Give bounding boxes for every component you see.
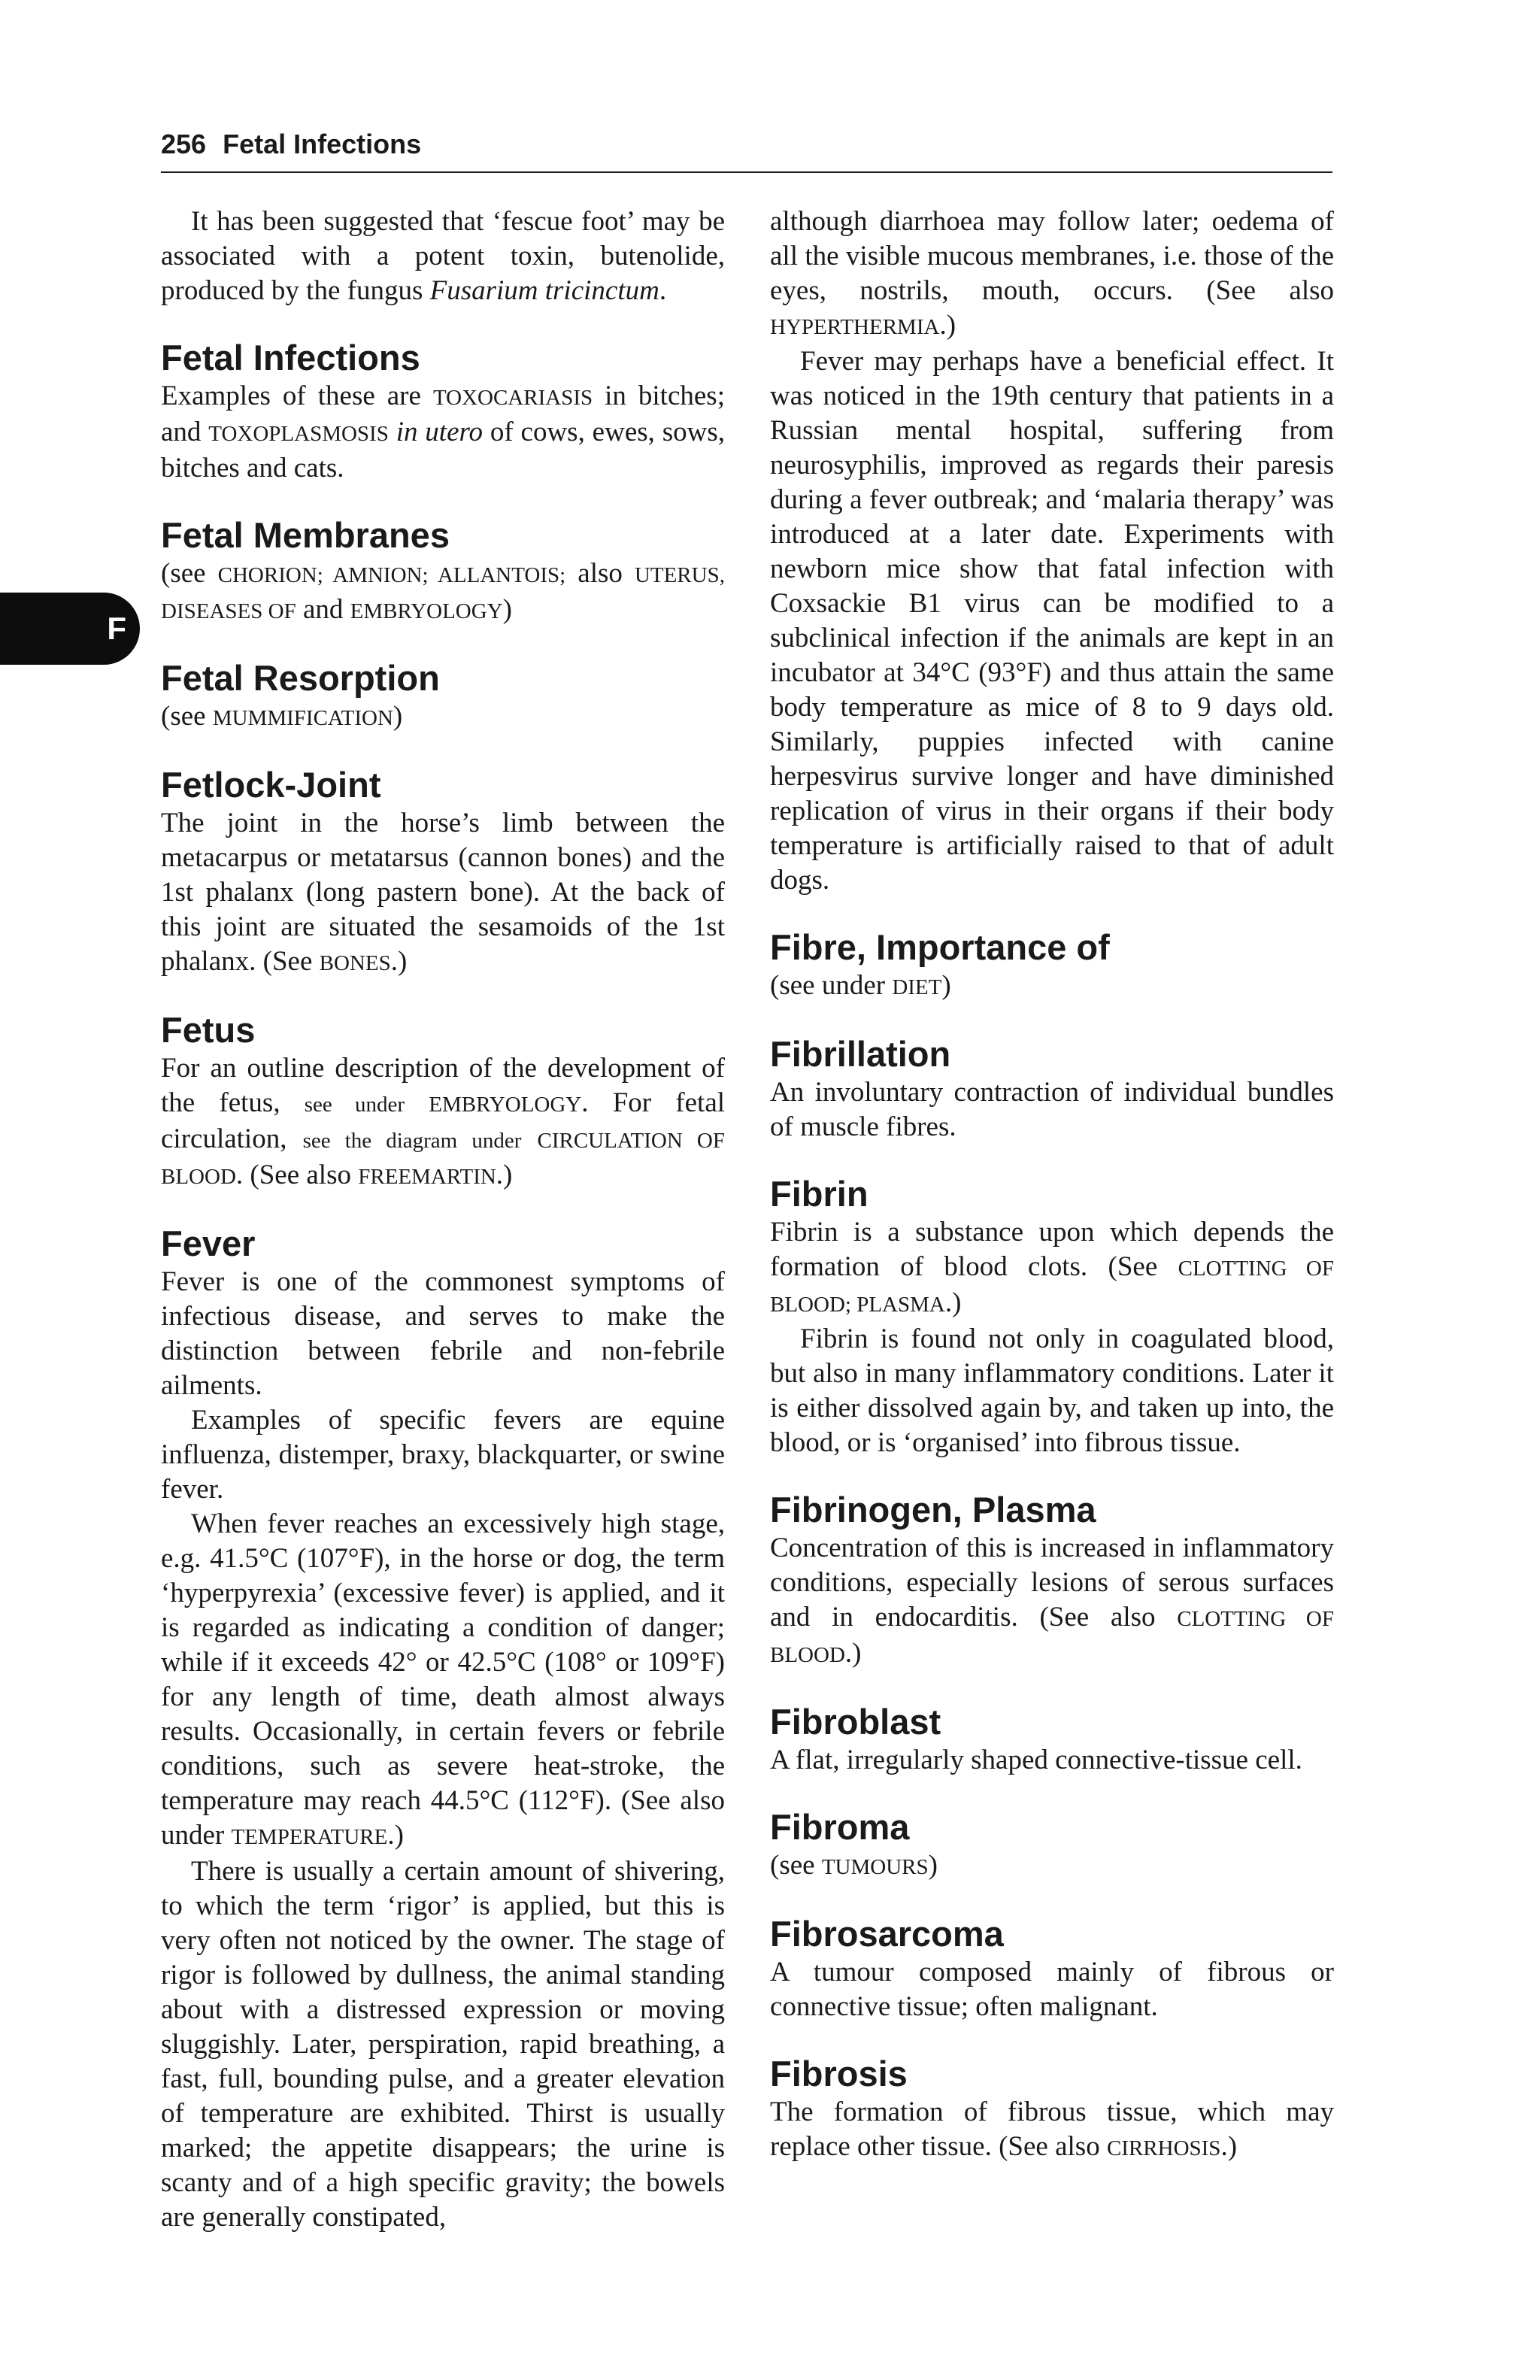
entry-body-fetlock-joint: The joint in the horse’s limb between the metacarpus or metatarsus (cannon bones) and the 1st phalanx (long pastern bone). At the back of this joint are situated the sesamoids of the 1st phalanx. (See BONES.) xyxy=(161,808,725,977)
entry-heading-fibrosarcoma: Fibrosarcoma xyxy=(770,1914,1004,1954)
entry-body-fibrinogen: Concentration of this is increased in inflammatory conditions, especially lesions of serous surfaces and in endocarditis. (See also CLOTTING OF BLOOD.) xyxy=(770,1533,1334,1669)
thumb-index-tab: F xyxy=(0,593,140,665)
fever-continued-paragraph-2: Fever may perhaps have a beneficial effect. It was noticed in the 19th century that patients in a Russian mental hospital, suffering from neurosyphilis, improved as regards their paresis during a fever outbreak; and ‘malaria therapy’ was introduced at a later date. Experiments with newborn mice show that fatal infection with Coxsackie B1 virus can be modified to a subclinical infection if the animals are kept in an incubator at 34°C (93°F) and thus attain the same body temperature as mice of 8 to 9 days old. Similarly, puppies infected with canine herpesvirus survive longer and have diminished replication of virus in their organs if their body temperature is artificially raised to that of adult dogs. xyxy=(770,346,1334,896)
entry-heading-fever: Fever xyxy=(161,1223,256,1263)
entry-heading-fetal-infections: Fetal Infections xyxy=(161,338,420,377)
entry-body-fibroblast: A flat, irregularly shaped connective-tissue cell. xyxy=(770,1745,1302,1775)
entry-heading-fetlock-joint: Fetlock-Joint xyxy=(161,765,381,805)
fibrin-paragraph-2: Fibrin is found not only in coagulated blood, but also in many inflammatory conditions. Later it is either dissolved again by, and taken up into, the blood, or is ‘organised’ into fibrous tissue. xyxy=(770,1323,1334,1458)
entry-heading-fetus: Fetus xyxy=(161,1010,256,1050)
left-column xyxy=(161,205,725,2235)
entry-heading-fibrillation: Fibrillation xyxy=(770,1034,951,1074)
entry-body-fibrillation: An involuntary contraction of individual bundles of muscle fibres. xyxy=(770,1077,1334,1142)
fibrin-paragraph-1: Fibrin is a substance upon which depends the formation of blood clots. (See CLOTTING OF BLOOD; PLASMA.) xyxy=(770,1217,1334,1318)
entry-heading-fibroblast: Fibroblast xyxy=(770,1702,941,1742)
fever-paragraph-3: When fever reaches an excessively high stage, e.g. 41.5°C (107°F), in the horse or dog, the term ‘hyperpyrexia’ (excessive fever) is applied, and it is regarded as indicating a condition of danger; while if it exceeds 42° or 42.5°C (108° or 109°F) for any length of time, death almost always results. Occasionally, in certain fevers or febrile conditions, such as severe heat-stroke, the temperature may reach 44.5°C (112°F). (See also under TEMPERATURE.) xyxy=(161,1508,725,1851)
fever-paragraph-4: There is usually a certain amount of shivering, to which the term ‘rigor’ is applied, but this is very often not noticed by the owner. The stage of rigor is followed by dullness, the animal standing about with a distressed expression or moving sluggishly. Later, perspiration, rapid breathing, a fast, full, bounding pulse, and a greater elevation of temperature are exhibited. Thirst is usually marked; the appetite disappears; the urine is scanty and of a high specific gravity; the bowels are generally constipated, xyxy=(161,1856,725,2233)
entry-heading-fibrinogen: Fibrinogen, Plasma xyxy=(770,1490,1096,1530)
entry-body-fetal-infections: Examples of these are TOXOCARIASIS in bitches; and TOXOPLASMOSIS in utero of cows, ewes, sows, bitches and cats. xyxy=(161,380,725,484)
fever-paragraph-1: Fever is one of the commonest symptoms of infectious disease, and serves to make the distinction between febrile and non-febrile ailments. xyxy=(161,1266,725,1401)
entry-heading-fetal-membranes: Fetal Membranes xyxy=(161,515,450,555)
fever-continued-paragraph-1: although diarrhoea may follow later; oedema of all the visible mucous membranes, i.e. those of the eyes, nostrils, mouth, occurs. (See also HYPERTHERMIA.) xyxy=(770,206,1334,341)
entry-heading-fibroma: Fibroma xyxy=(770,1807,910,1847)
intro-paragraph: It has been suggested that ‘fescue foot’ may be associated with a potent toxin, butenolide, produced by the fungus Fusarium tricinctum. xyxy=(161,206,725,306)
entry-body-fetal-membranes: (see CHORION; AMNION; ALLANTOIS; also UTERUS, DISEASES OF and EMBRYOLOGY) xyxy=(161,558,725,625)
entry-body-fibroma: (see TUMOURS) xyxy=(770,1850,938,1881)
entry-heading-fibre: Fibre, Importance of xyxy=(770,927,1110,967)
header-rule xyxy=(161,171,1332,173)
entry-body-fibre: (see under DIET) xyxy=(770,970,951,1001)
running-header xyxy=(161,123,1332,165)
right-column xyxy=(770,205,1334,2166)
entry-heading-fetal-resorption: Fetal Resorption xyxy=(161,658,440,698)
entry-body-fetal-resorption: (see MUMMIFICATION) xyxy=(161,701,403,732)
fever-paragraph-2: Examples of specific fevers are equine influenza, distemper, braxy, blackquarter, or swine fever. xyxy=(161,1405,725,1505)
entry-body-fibrosarcoma: A tumour composed mainly of fibrous or connective tissue; often malignant. xyxy=(770,1957,1334,2022)
entry-body-fibrosis: The formation of fibrous tissue, which may replace other tissue. (See also CIRRHOSIS.) xyxy=(770,2097,1334,2162)
entry-heading-fibrosis: Fibrosis xyxy=(770,2054,908,2093)
running-title: Fetal Infections xyxy=(223,129,422,159)
entry-body-fetus: For an outline description of the development of the fetus, see under EMBRYOLOGY. For fetal circulation, see the diagram under CIRCULATION OF BLOOD. (See also FREEMARTIN.) xyxy=(161,1053,726,1190)
entry-heading-fibrin: Fibrin xyxy=(770,1174,869,1214)
page-number: 256 xyxy=(161,129,207,159)
